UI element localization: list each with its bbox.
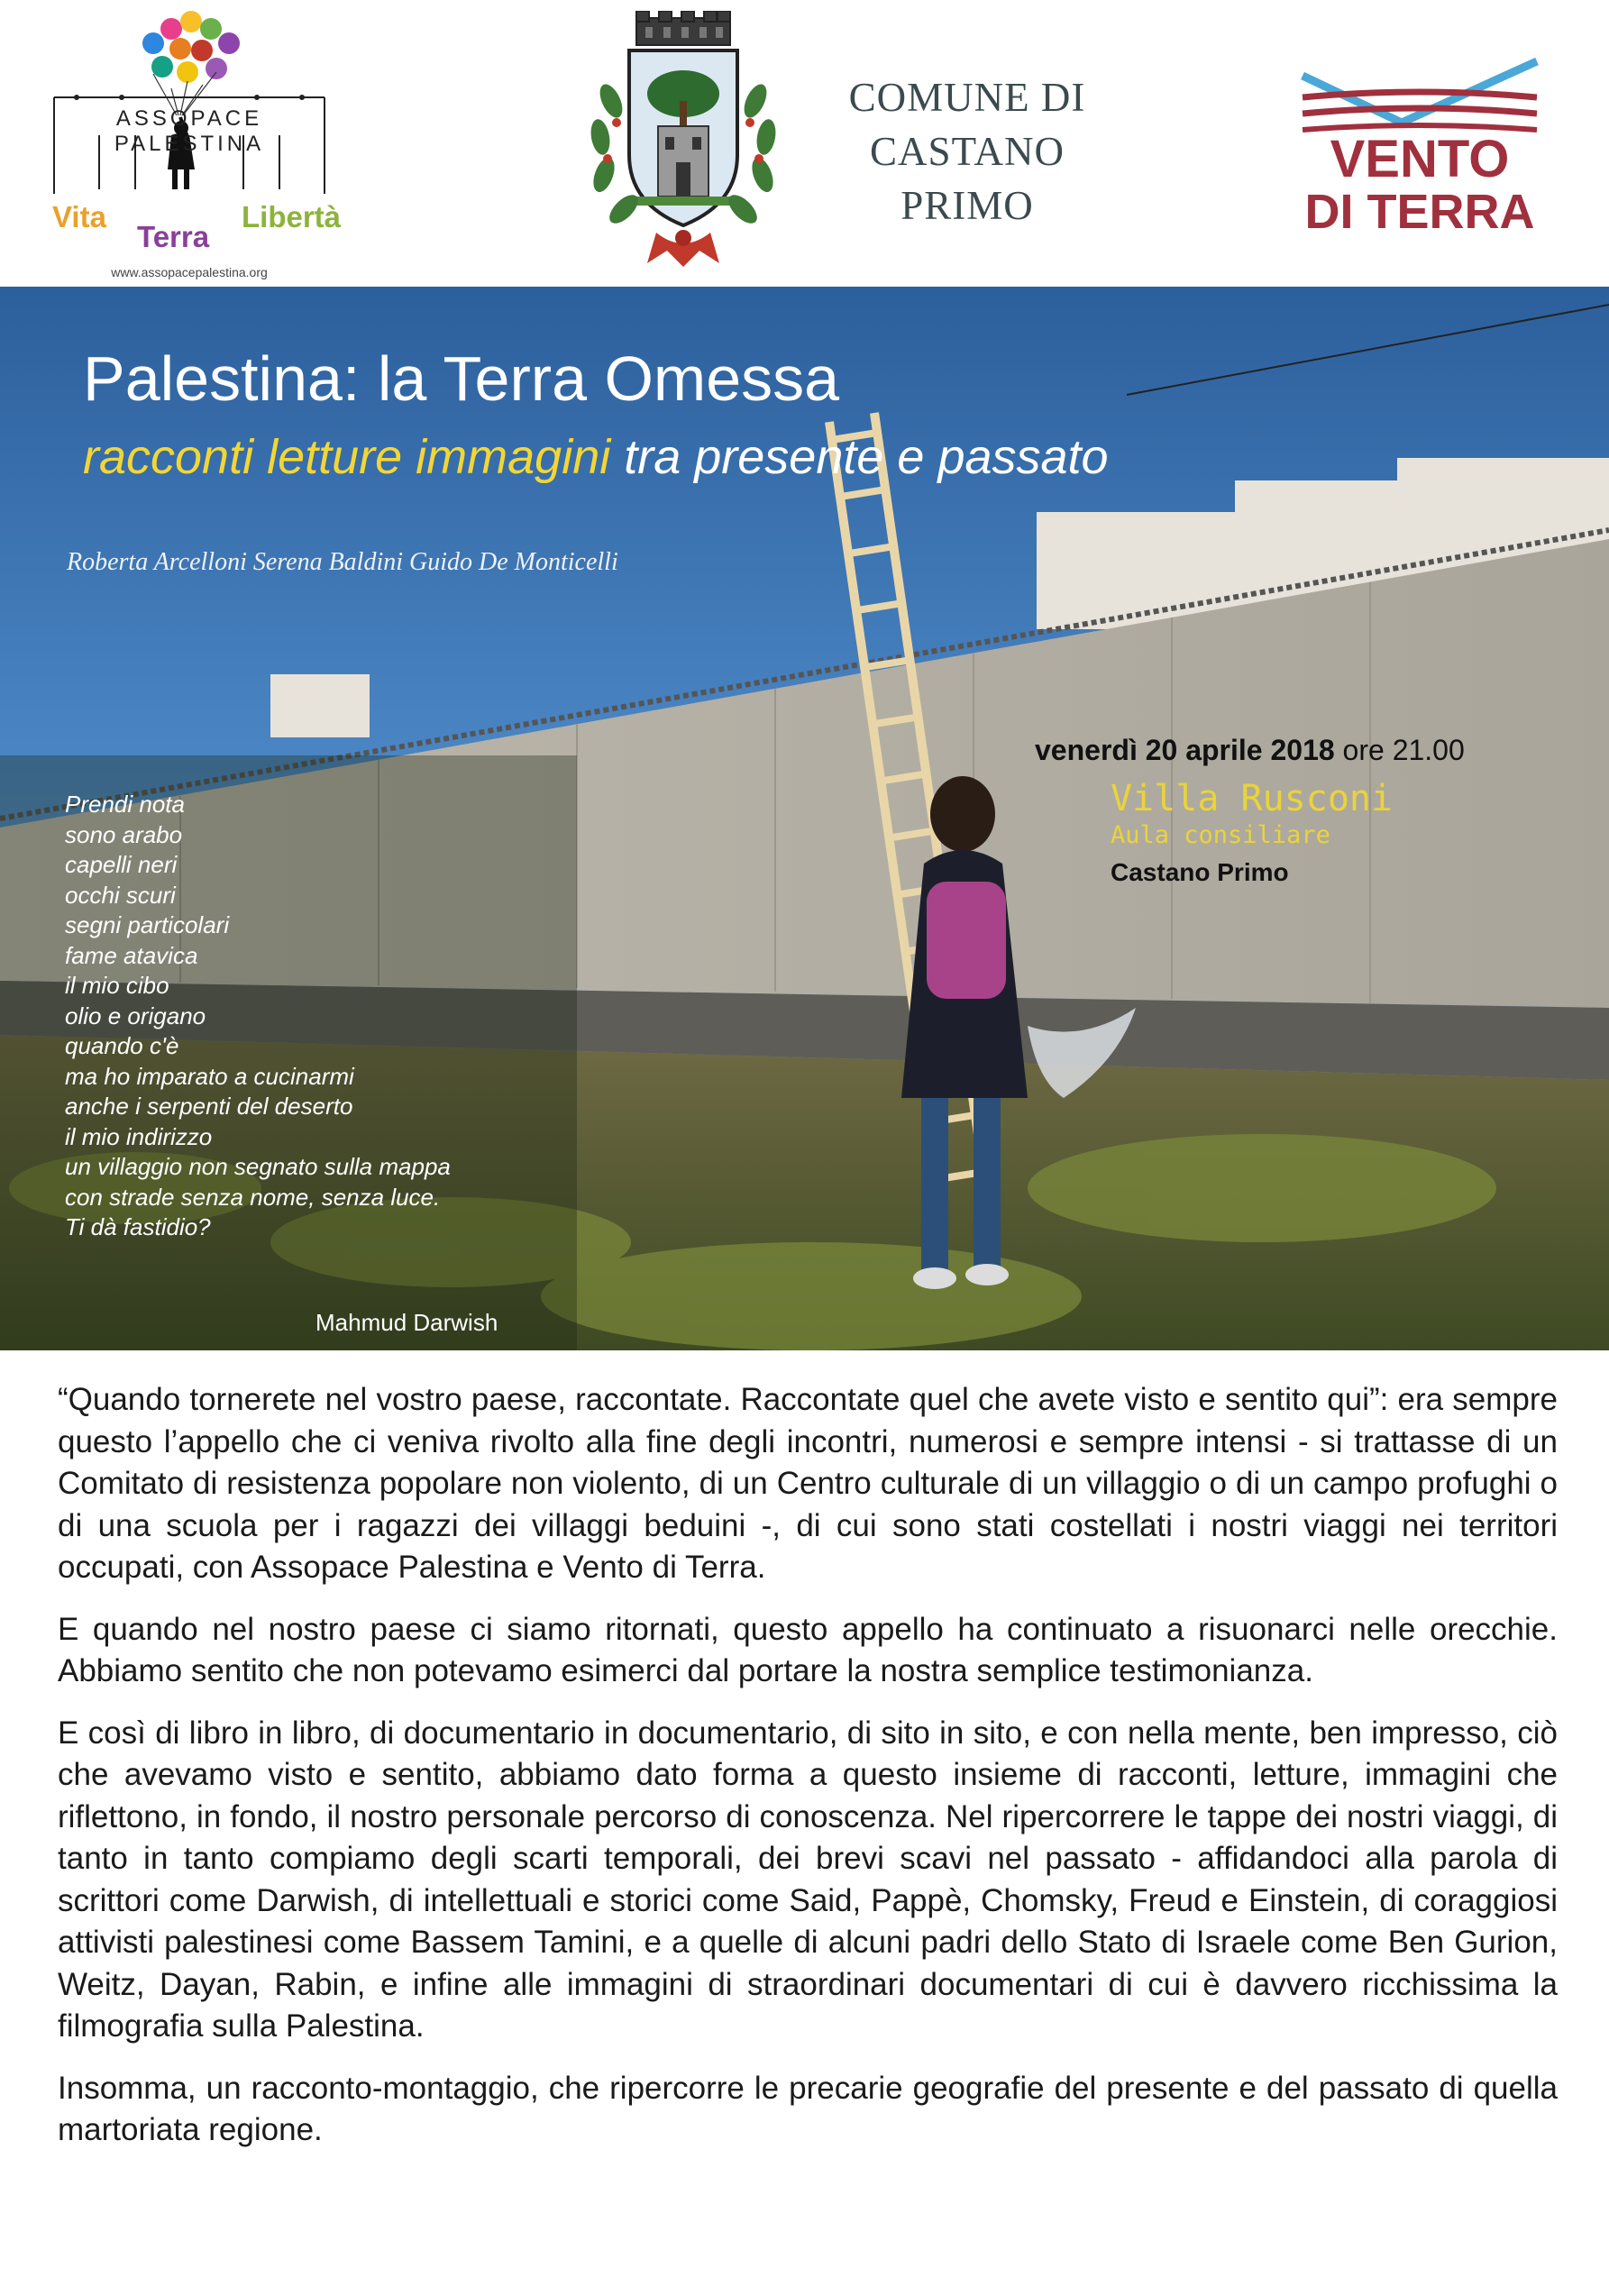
assopace-palestina-logo: [36, 9, 343, 279]
motto-liberta: Libertà: [242, 200, 342, 233]
paragraph: “Quando tornerete nel vostro paese, raccontate. Raccontate quel che avete visto e sentito qui”: era sempre questo l’appello che ci veniva rivolto alla fine degli incontri, numerosi e sempre intensi - si trattasse di un Comitato di resistenza popolare non violento, di un Centro culturale di un villaggio o di un campo profughi o di una scuola per i ragazzi dei villaggi beduini -, di cui sono stati costellati i nostri viaggi nei territori occupati, con Assopace Palestina e Vento di Terra.: [58, 1382, 1558, 1585]
poem-line: capelli neri: [65, 851, 178, 878]
poem: [65, 790, 624, 1243]
poem-line: quando c'è: [65, 1032, 179, 1059]
balloon-icon: [200, 18, 222, 40]
event-info: [1035, 734, 1576, 887]
balloon-icon: [218, 32, 240, 54]
poem-author: Mahmud Darwish: [315, 1309, 498, 1336]
subtitle-highlight: racconti letture immagini: [83, 430, 611, 484]
poster-authors: Roberta Arcelloni Serena Baldini Guido De Monticelli: [67, 548, 618, 576]
comune-line-3: PRIMO: [900, 183, 1034, 228]
balloon-icon: [169, 38, 191, 59]
poem-line: Prendi nota: [65, 791, 185, 818]
poem-line: occhi scuri: [65, 881, 176, 909]
poem-line: con strade senza nome, senza luce.: [65, 1183, 441, 1211]
poem-line: ma ho imparato a cucinarmi: [65, 1062, 354, 1090]
wave-lines-icon: [1294, 56, 1546, 137]
assopace-name: [36, 106, 343, 157]
poster-photo: [0, 287, 1609, 1350]
poem-line: sono arabo: [65, 820, 183, 848]
balloon-icon: [191, 40, 213, 61]
assopace-name-left: ASSOPACE: [115, 106, 263, 131]
motto-vita: Vita: [52, 200, 106, 233]
poem-line: il mio indirizzo: [65, 1122, 213, 1150]
motto-terra: Terra: [137, 220, 210, 253]
event-venue: Villa Rusconi: [1111, 778, 1394, 819]
balloon-icon: [180, 11, 202, 32]
balloon-icon: [151, 56, 173, 78]
assopace-motto: [36, 200, 343, 260]
event-date-line: [1035, 734, 1576, 767]
poem-line: olio e origano: [65, 1002, 206, 1029]
vento-line-2: DI TERRA: [1304, 185, 1535, 239]
comune-line-2: CASTANO: [870, 129, 1065, 174]
paragraph: E quando nel nostro paese ci siamo ritornati, questo appello ha continuato a risuonarci nelle orecchie. Abbiamo sentito che non potevamo esimerci dal portare la nostra semplice testimonianza.: [58, 1611, 1558, 1688]
paragraph: Insomma, un racconto-montaggio, che ripercorre le precarie geografie del presente e del passato di quella martoriata regione.: [58, 2070, 1558, 2147]
description-text: [58, 1379, 1558, 2172]
event-room: Aula consiliare: [1111, 821, 1330, 849]
comune-coat-of-arms-icon: [557, 11, 809, 281]
comune-line-1: COMUNE DI: [848, 75, 1086, 120]
poster-subtitle: [83, 429, 1109, 485]
header-logos: [0, 0, 1609, 287]
poster-title: Palestina: la Terra Omessa: [83, 343, 840, 414]
balloon-icon: [142, 32, 164, 54]
event-time: ore 21.00: [1334, 734, 1465, 766]
vento-line-1: VENTO: [1330, 130, 1510, 188]
assopace-url[interactable]: www.assopacepalestina.org: [111, 265, 268, 279]
subtitle-rest: tra presente e passato: [610, 430, 1109, 484]
event-date: venerdì 20 aprile 2018: [1035, 734, 1335, 766]
poem-line: fame atavica: [65, 941, 198, 969]
balloon-icon: [177, 61, 198, 83]
poem-line: il mio cibo: [65, 972, 169, 999]
paragraph: E così di libro in libro, di documentario in documentario, di sito in sito, e con nella mente, ben impresso, ciò che avevamo visto e sentito, abbiamo dato forma a questo insieme di racconti, letture, immagini che riflettono, in fondo, il nostro personale percorso di conoscenza. Nel ripercorrere le tappe dei nostri viaggi, di tanto in tanto compiamo degli scarti temporali, dei brevi scavi nel passato - affidandoci alla parola di scrittori come Darwish, di intellettuali e storici come Said, Pappè, Chomsky, Freud e Einstein, di coraggiosi attivisti palestinesi come Bassem Tamini, e a quelle di alcuni padri dello Stato di Israele come Ben Gurion, Weitz, Dayan, Rabin, e infine alle immagini di straordinari documentari di cui è davvero ricchissima la filmografia sulla Palestina.: [58, 1715, 1558, 2044]
balloon-icon: [206, 58, 227, 79]
poem-line: segni particolari: [65, 911, 230, 938]
comune-name: [818, 70, 1116, 233]
poem-line: Ti dà fastidio?: [65, 1213, 211, 1240]
poem-line: anche i serpenti del deserto: [65, 1093, 353, 1120]
event-town: Castano Primo: [1111, 858, 1289, 886]
balloon-icon: [160, 18, 182, 40]
poem-line: un villaggio non segnato sulla mappa: [65, 1153, 451, 1180]
vento-di-terra-logo: [1294, 56, 1546, 245]
assopace-name-right: PALESTINA: [114, 132, 265, 156]
